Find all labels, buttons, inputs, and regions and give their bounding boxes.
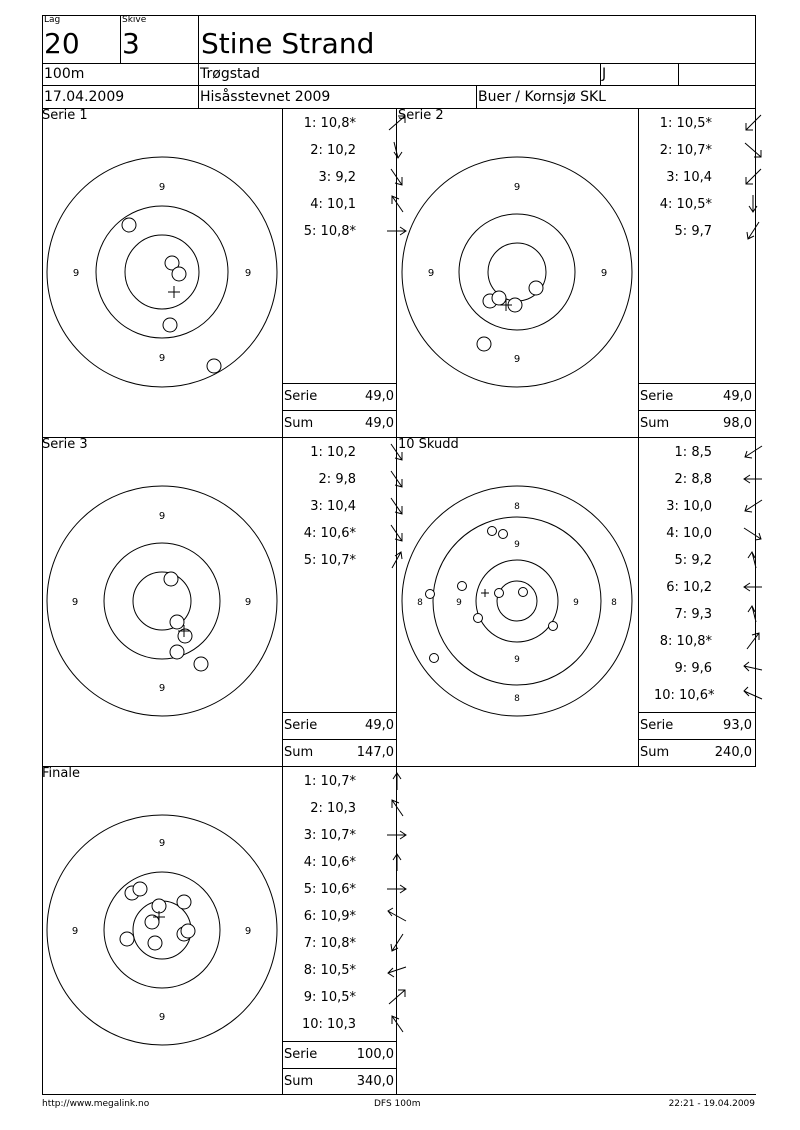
arrow-se-icon bbox=[742, 523, 764, 543]
shot-hole bbox=[164, 572, 178, 586]
club: Trøgstad bbox=[200, 66, 260, 82]
arrow-n-icon bbox=[386, 852, 408, 872]
arrow-e-icon bbox=[386, 879, 408, 899]
arrow-ne-icon bbox=[742, 631, 764, 651]
sum-label: Sum bbox=[640, 745, 670, 760]
ring-label-right: 9 bbox=[244, 268, 252, 279]
serie-value: 49,0 bbox=[365, 389, 394, 404]
footer-center: DFS 100m bbox=[374, 1099, 421, 1109]
ring-label-bottom: 9 bbox=[513, 354, 521, 365]
serie-value: 49,0 bbox=[365, 718, 394, 733]
shot-hole bbox=[133, 882, 147, 896]
arrow-sw-icon bbox=[742, 113, 764, 133]
ring-inner bbox=[125, 235, 199, 309]
arrow-s-icon bbox=[742, 194, 764, 214]
shot-hole bbox=[194, 657, 208, 671]
center-mark bbox=[481, 589, 489, 597]
shot-hole bbox=[170, 615, 184, 629]
arrow-se-icon bbox=[742, 140, 764, 160]
sum-label: Sum bbox=[284, 416, 314, 431]
shot-hole bbox=[120, 932, 134, 946]
svg-text:9: 9 bbox=[244, 926, 252, 937]
serie-value: 93,0 bbox=[723, 718, 752, 733]
arrow-w-icon bbox=[742, 577, 764, 597]
serie-label: Serie bbox=[640, 389, 674, 404]
shot-hole bbox=[499, 530, 508, 539]
arrow-sw-icon bbox=[742, 442, 764, 462]
target-serie-3 bbox=[43, 479, 281, 717]
shot-hole bbox=[148, 936, 162, 950]
shot-hole bbox=[492, 291, 506, 305]
skive-value: 3 bbox=[122, 27, 140, 60]
date: 17.04.2009 bbox=[44, 89, 125, 105]
panel-title: Serie 3 bbox=[42, 437, 88, 452]
arrow-n-icon bbox=[386, 771, 408, 791]
distance: 100m bbox=[44, 66, 85, 82]
shot-hole bbox=[495, 589, 504, 598]
svg-text:8: 8 bbox=[514, 694, 520, 704]
arrow-nw-icon bbox=[386, 1014, 408, 1034]
shot-hole bbox=[458, 582, 467, 591]
arrow-wnw-icon bbox=[386, 906, 408, 926]
lag-value: 20 bbox=[44, 27, 80, 60]
serie-value: 49,0 bbox=[723, 389, 752, 404]
shot-hole bbox=[181, 924, 195, 938]
arrow-sw-icon bbox=[742, 221, 764, 241]
arrow-wsw-icon bbox=[386, 960, 408, 980]
svg-text:8: 8 bbox=[611, 598, 617, 608]
arrow-sw-icon bbox=[742, 167, 764, 187]
shooter-name: Stine Strand bbox=[201, 27, 375, 60]
svg-text:9: 9 bbox=[573, 598, 579, 608]
shot-hole bbox=[529, 281, 543, 295]
panel-title: Serie 1 bbox=[42, 108, 88, 123]
serie-label: Serie bbox=[284, 389, 318, 404]
target-serie-2 bbox=[399, 150, 637, 388]
ring-label-left: 9 bbox=[72, 268, 80, 279]
svg-text:8: 8 bbox=[417, 598, 423, 608]
shot-hole bbox=[177, 895, 191, 909]
serie-label: Serie bbox=[284, 1047, 318, 1062]
ring-label-left: 9 bbox=[427, 268, 435, 279]
arrow-e-icon bbox=[386, 825, 408, 845]
serie-label: Serie bbox=[640, 718, 674, 733]
arrow-n-icon bbox=[742, 604, 764, 624]
lag-label: Lag bbox=[44, 15, 61, 25]
center-mark bbox=[168, 286, 180, 298]
svg-text:8: 8 bbox=[514, 502, 520, 512]
arrow-sw-icon bbox=[742, 496, 764, 516]
shot-hole bbox=[207, 359, 221, 373]
panel-title: 10 Skudd bbox=[398, 437, 459, 452]
shot-hole bbox=[477, 337, 491, 351]
class: J bbox=[602, 66, 607, 82]
shot-hole bbox=[488, 527, 497, 536]
shot-hole bbox=[426, 590, 435, 599]
panel-title: Finale bbox=[42, 766, 80, 781]
sum-value: 340,0 bbox=[356, 1074, 394, 1089]
arrow-w-icon bbox=[742, 658, 764, 678]
sum-value: 49,0 bbox=[365, 416, 394, 431]
target-serie-1 bbox=[43, 150, 281, 388]
svg-text:9: 9 bbox=[71, 597, 79, 608]
arrow-nw-icon bbox=[386, 798, 408, 818]
skive-label: Skive bbox=[122, 15, 147, 25]
svg-text:9: 9 bbox=[158, 1012, 166, 1023]
footer-url[interactable]: http://www.megalink.no bbox=[42, 1099, 150, 1109]
arrow-sw-icon bbox=[386, 933, 408, 953]
sum-label: Sum bbox=[284, 745, 314, 760]
panel-title: Serie 2 bbox=[398, 108, 444, 123]
svg-text:9: 9 bbox=[456, 598, 462, 608]
svg-text:9: 9 bbox=[158, 511, 166, 522]
serie-label: Serie bbox=[284, 718, 318, 733]
sum-label: Sum bbox=[640, 416, 670, 431]
target-10-skudd bbox=[399, 479, 637, 717]
footer-timestamp: 22:21 - 19.04.2009 bbox=[668, 1099, 755, 1109]
sum-value: 147,0 bbox=[356, 745, 394, 760]
svg-text:9: 9 bbox=[514, 655, 520, 665]
svg-text:9: 9 bbox=[158, 838, 166, 849]
shot-hole bbox=[430, 654, 439, 663]
shot-hole bbox=[170, 645, 184, 659]
ring-label-bottom: 9 bbox=[158, 353, 166, 364]
arrow-w-icon bbox=[742, 469, 764, 489]
ring-label-top: 9 bbox=[158, 182, 166, 193]
sum-value: 240,0 bbox=[714, 745, 752, 760]
ring-label-top: 9 bbox=[513, 182, 521, 193]
arrow-ne-icon bbox=[386, 987, 408, 1007]
shot-hole bbox=[519, 588, 528, 597]
shot-hole bbox=[152, 899, 166, 913]
ring-label-right: 9 bbox=[600, 268, 608, 279]
venue: Buer / Kornsjø SKL bbox=[478, 89, 606, 105]
event-name: Hisåsstevnet 2009 bbox=[200, 89, 331, 105]
shot-hole bbox=[549, 622, 558, 631]
sum-value: 98,0 bbox=[723, 416, 752, 431]
svg-text:9: 9 bbox=[71, 926, 79, 937]
serie-value: 100,0 bbox=[356, 1047, 394, 1062]
svg-text:9: 9 bbox=[158, 683, 166, 694]
svg-text:9: 9 bbox=[244, 597, 252, 608]
shot-hole bbox=[172, 267, 186, 281]
shot-hole bbox=[122, 218, 136, 232]
arrow-n-icon bbox=[742, 550, 764, 570]
ring-10 bbox=[96, 206, 228, 338]
svg-text:9: 9 bbox=[514, 540, 520, 550]
arrow-wnw-icon bbox=[742, 685, 764, 705]
shot-hole bbox=[163, 318, 177, 332]
sum-label: Sum bbox=[284, 1074, 314, 1089]
shot-hole bbox=[474, 614, 483, 623]
target-finale bbox=[43, 808, 281, 1046]
